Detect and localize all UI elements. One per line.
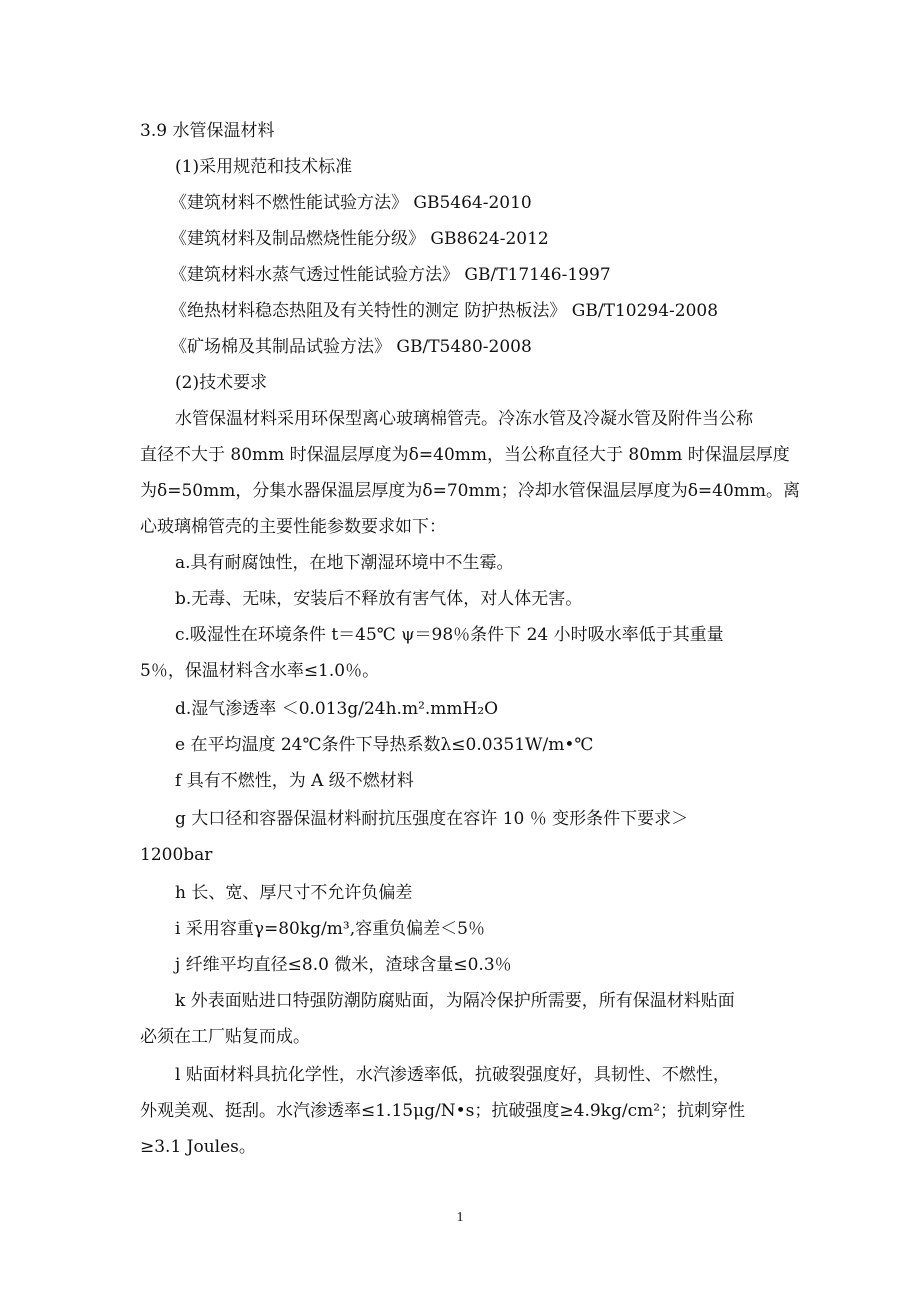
requirement-e: e 在平均温度 24℃条件下导热系数λ≤0.0351W/m•℃ bbox=[175, 735, 594, 755]
standard-item: 《绝热材料稳态热阻及有关特性的测定 防护热板法》 GB/T10294-2008 bbox=[170, 301, 719, 321]
requirement-j: j 纤维平均直径≤8.0 微米，渣球含量≤0.3％ bbox=[175, 955, 512, 975]
standard-item: 《建筑材料及制品燃烧性能分级》 GB8624-2012 bbox=[170, 229, 549, 249]
requirement-k: k 外表面贴进口特强防潮防腐贴面，为隔冷保护所需要，所有保温材料贴面 bbox=[175, 991, 735, 1011]
requirement-f: f 具有不燃性，为 A 级不燃材料 bbox=[175, 771, 414, 791]
intro-line: 水管保温材料采用环保型离心玻璃棉管壳。冷冻水管及冷凝水管及附件当公称 bbox=[175, 409, 753, 429]
requirement-g: g 大口径和容器保温材料耐抗压强度在容许 10 ％ 变形条件下要求＞ bbox=[175, 809, 689, 829]
subheading-standards: (1)采用规范和技术标准 bbox=[175, 157, 353, 177]
requirement-l: l 贴面材料具抗化学性，水汽渗透率低，抗破裂强度好，具韧性、不燃性， bbox=[175, 1065, 730, 1085]
subheading-requirements: (2)技术要求 bbox=[175, 373, 268, 393]
section-title: 3.9 水管保温材料 bbox=[140, 121, 275, 141]
requirement-l-cont: 外观美观、挺刮。水汽渗透率≤1.15μg/N•s；抗破强度≥4.9kg/cm²；抗刺穿性 bbox=[140, 1101, 746, 1121]
requirement-k-cont: 必须在工厂贴复而成。 bbox=[140, 1027, 310, 1047]
requirement-i: i 采用容重γ=80kg/m³,容重负偏差＜5％ bbox=[175, 919, 485, 939]
requirement-h: h 长、宽、厚尺寸不允许负偏差 bbox=[175, 883, 413, 903]
requirement-d: d.湿气渗透率 ＜0.013g/24h.m².mmH₂O bbox=[175, 699, 499, 719]
intro-line: 为δ=50mm，分集水器保温层厚度为δ=70mm；冷却水管保温层厚度为δ=40mm。离 bbox=[140, 481, 801, 501]
requirement-g-cont: 1200bar bbox=[140, 845, 213, 865]
standard-item: 《建筑材料不燃性能试验方法》 GB5464-2010 bbox=[170, 193, 532, 213]
requirement-b: b.无毒、无味，安装后不释放有害气体，对人体无害。 bbox=[175, 589, 583, 609]
intro-line: 心玻璃棉管壳的主要性能参数要求如下： bbox=[140, 517, 446, 537]
intro-line: 直径不大于 80mm 时保温层厚度为δ=40mm，当公称直径大于 80mm 时保温层厚度 bbox=[140, 445, 790, 465]
page-number: 1 bbox=[456, 1210, 464, 1225]
requirement-c-cont: 5％，保温材料含水率≤1.0％。 bbox=[140, 661, 380, 681]
requirement-c: c.吸湿性在环境条件 t＝45℃ ψ＝98％条件下 24 小时吸水率低于其重量 bbox=[175, 625, 724, 645]
standard-item: 《矿场棉及其制品试验方法》 GB/T5480-2008 bbox=[170, 337, 532, 357]
requirement-a: a.具有耐腐蚀性，在地下潮湿环境中不生霉。 bbox=[175, 553, 514, 573]
requirement-l-cont: ≥3.1 Joules。 bbox=[140, 1137, 256, 1157]
standard-item: 《建筑材料水蒸气透过性能试验方法》 GB/T17146-1997 bbox=[170, 265, 611, 285]
